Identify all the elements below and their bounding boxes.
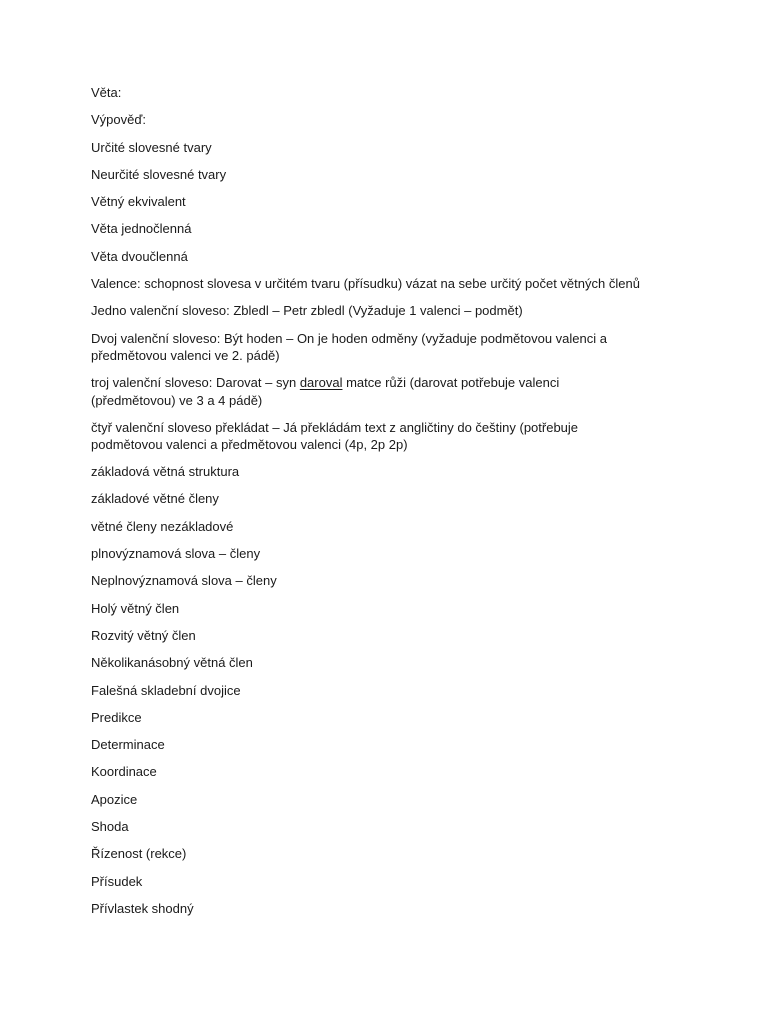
paragraph-neplnovyznamova: Neplnovýznamová slova – členy [91,573,277,589]
paragraph-line: podmětovou valenci a předmětovou valenci (4p, 2p 2p) [91,437,408,453]
paragraph-text: matce růži (darovat potřebuje valenci [342,375,560,391]
paragraph-zakladove-cleny: základové větné členy [91,491,219,507]
paragraph-predikce: Predikce [91,709,142,725]
paragraph-line: Dvoj valenční sloveso: Být hoden – On je hoden odměny (vyžaduje podmětovou valenci a [91,330,607,346]
paragraph-prisudek: Přísudek [91,873,143,889]
paragraph-veta-jednoclenna: Věta jednočlenná [91,221,192,237]
paragraph-jedno-valencni: Jedno valenční sloveso: Zbledl – Petr zbledl (Vyžaduje 1 valenci – podmět) [91,303,523,319]
paragraph-plnovyznamova: plnovýznamová slova – členy [91,546,261,562]
paragraph-determinace: Determinace [91,737,165,753]
paragraph-holy-clen: Holý větný člen [91,600,180,616]
paragraph-valence: Valence: schopnost slovesa v určitém tvaru (přísudku) vázat na sebe určitý počet větných členů [91,276,640,292]
document-body [91,84,691,927]
paragraph-neurcite-tvary: Neurčité slovesné tvary [91,166,227,182]
paragraph-vetny-ekvivalent: Větný ekvivalent [91,194,186,210]
paragraph-veta: Věta: [91,85,122,100]
paragraph-line: čtyř valenční sloveso překládat – Já překládám text z angličtiny do češtiny (potřebuje [91,419,579,435]
paragraph-line: předmětovou valenci ve 2. pádě) [91,348,280,364]
paragraph-rizenost: Řízenost (rekce) [91,846,187,862]
paragraph-nekolikanasobny: Několikanásobný větná člen [91,655,253,671]
paragraph-apozice: Apozice [91,791,138,807]
paragraph-line: (předmětovou) ve 3 a 4 pádě) [91,392,263,408]
paragraph-text: troj valenční sloveso: Darovat – syn [91,375,300,391]
paragraph-shoda: Shoda [91,819,129,835]
paragraph-dvoj-valencni [91,330,691,365]
paragraph-rozvity-clen: Rozvitý větný člen [91,627,196,643]
paragraph-troj-valencni [91,374,691,409]
paragraph-zakladova-struktura: základová větná struktura [91,464,240,480]
paragraph-vypoved: Výpověď: [91,112,146,128]
underlined-word: daroval [299,375,343,391]
paragraph-nezakladove-cleny: větné členy nezákladové [91,518,234,534]
paragraph-veta-dvouclenna: Věta dvoučlenná [91,248,188,264]
paragraph-urcite-tvary: Určité slovesné tvary [91,139,212,155]
paragraph-falesna-dvojice: Falešná skladební dvojice [91,682,241,698]
paragraph-koordinace: Koordinace [91,764,157,780]
paragraph-privlastek-shodny: Přívlastek shodný [91,900,194,916]
paragraph-ctyr-valencni [91,419,691,454]
